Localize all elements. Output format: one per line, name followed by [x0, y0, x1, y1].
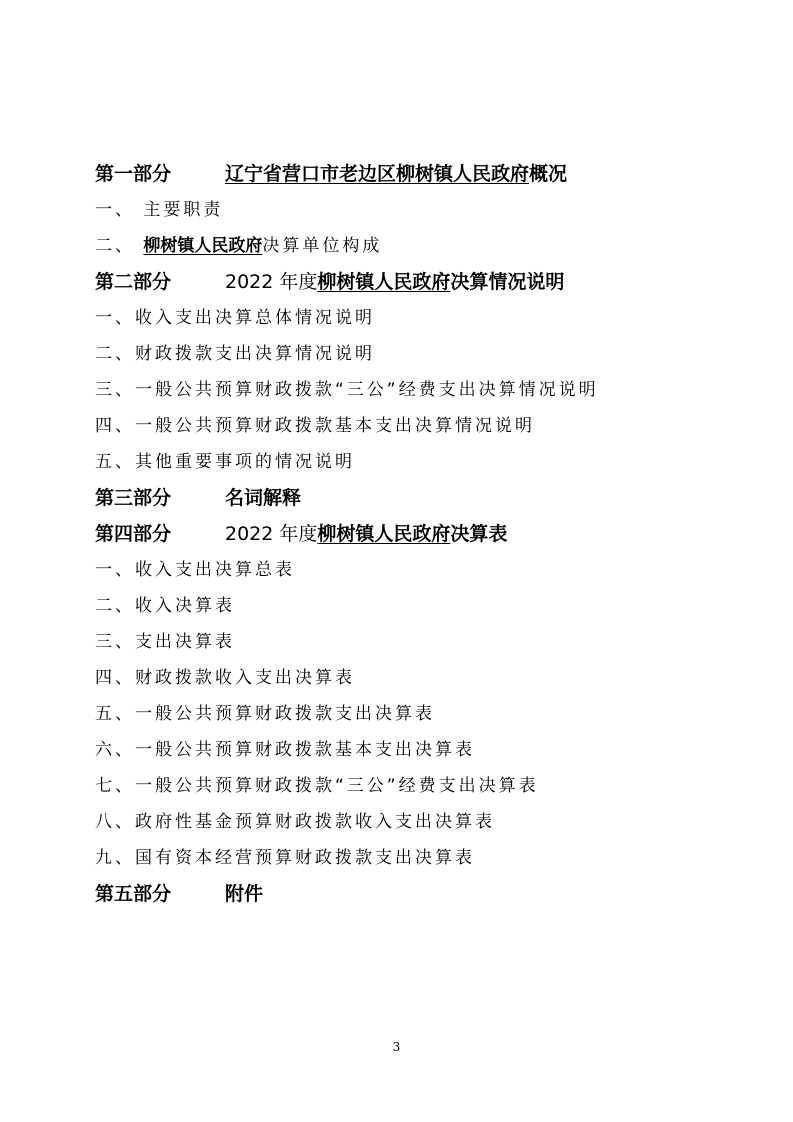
- item-number: 七、: [95, 776, 135, 796]
- item-number: 一、: [95, 200, 135, 220]
- item-text: 一般公共预算财政拨款基本支出决算情况说明: [135, 416, 535, 436]
- item-text: 收入支出决算总体情况说明: [135, 308, 375, 328]
- item-text: 支出决算表: [135, 632, 235, 652]
- part4-item-9: [95, 840, 715, 876]
- part3-title: 名词解释: [225, 487, 302, 509]
- item-number: 三、: [95, 380, 135, 400]
- part5-label: 第五部分: [95, 883, 172, 905]
- part4-year: 2022 年度: [225, 523, 318, 545]
- part1-label: 第一部分: [95, 163, 172, 185]
- part2-item-2: [95, 336, 715, 372]
- table-of-contents: [95, 156, 715, 912]
- part2-item-5: [95, 444, 715, 480]
- part3-heading: [95, 480, 715, 516]
- item-text: 收入支出决算总表: [135, 560, 295, 580]
- item-number: 二、: [95, 596, 135, 616]
- part4-item-4: [95, 660, 715, 696]
- part4-item-7: [95, 768, 715, 804]
- item-text: 决算单位构成: [262, 236, 383, 256]
- part4-heading: [95, 516, 715, 552]
- part2-item-1: [95, 300, 715, 336]
- part4-title-suffix: 决算表: [450, 523, 508, 545]
- part2-heading: [95, 264, 715, 300]
- part3-label: 第三部分: [95, 487, 172, 509]
- item-number: 二、: [95, 344, 135, 364]
- item-number: 九、: [95, 848, 135, 868]
- item-number: 三、: [95, 632, 135, 652]
- part1-item-2: [95, 228, 715, 264]
- part2-title-suffix: 决算情况说明: [450, 271, 565, 293]
- part4-item-8: [95, 804, 715, 840]
- item-text: 一般公共预算财政拨款“三公”经费支出决算表: [135, 776, 539, 796]
- part2-year: 2022 年度: [225, 271, 318, 293]
- part1-item-1: [95, 192, 715, 228]
- item-number: 一、: [95, 560, 135, 580]
- item-text: 收入决算表: [135, 596, 235, 616]
- item-number: 五、: [95, 452, 135, 472]
- item-number: 八、: [95, 812, 135, 832]
- item-text: 财政拨款收入支出决算表: [135, 668, 355, 688]
- item-text: 国有资本经营预算财政拨款支出决算表: [135, 848, 475, 868]
- item-text: 主要职责: [143, 200, 224, 220]
- item-number: 六、: [95, 740, 135, 760]
- part4-item-6: [95, 732, 715, 768]
- item-text: 财政拨款支出决算情况说明: [135, 344, 375, 364]
- part2-item-4: [95, 408, 715, 444]
- part2-item-3: [95, 372, 715, 408]
- part5-heading: [95, 876, 715, 912]
- item-text: 一般公共预算财政拨款支出决算表: [135, 704, 435, 724]
- part5-title: 附件: [225, 883, 264, 905]
- part2-label: 第二部分: [95, 271, 172, 293]
- item-text: 政府性基金预算财政拨款收入支出决算表: [135, 812, 495, 832]
- part1-title-suffix: 概况: [529, 163, 568, 185]
- part4-item-2: [95, 588, 715, 624]
- item-text: 一般公共预算财政拨款“三公”经费支出决算情况说明: [135, 380, 599, 400]
- item-number: 五、: [95, 704, 135, 724]
- item-number: 四、: [95, 668, 135, 688]
- item-number: 四、: [95, 416, 135, 436]
- item-number: 一、: [95, 308, 135, 328]
- item-text: 其他重要事项的情况说明: [135, 452, 355, 472]
- part1-org-name: 辽宁省营口市老边区柳树镇人民政府: [225, 163, 530, 185]
- item-org-name: 柳树镇人民政府: [143, 236, 263, 256]
- part4-label: 第四部分: [95, 523, 172, 545]
- part4-item-5: [95, 696, 715, 732]
- part4-org-name: 柳树镇人民政府: [317, 523, 451, 545]
- part4-item-1: [95, 552, 715, 588]
- page-number: 3: [392, 1040, 401, 1054]
- part1-heading: [95, 156, 715, 192]
- part4-item-3: [95, 624, 715, 660]
- part2-org-name: 柳树镇人民政府: [317, 271, 451, 293]
- item-text: 一般公共预算财政拨款基本支出决算表: [135, 740, 475, 760]
- item-number: 二、: [95, 236, 135, 256]
